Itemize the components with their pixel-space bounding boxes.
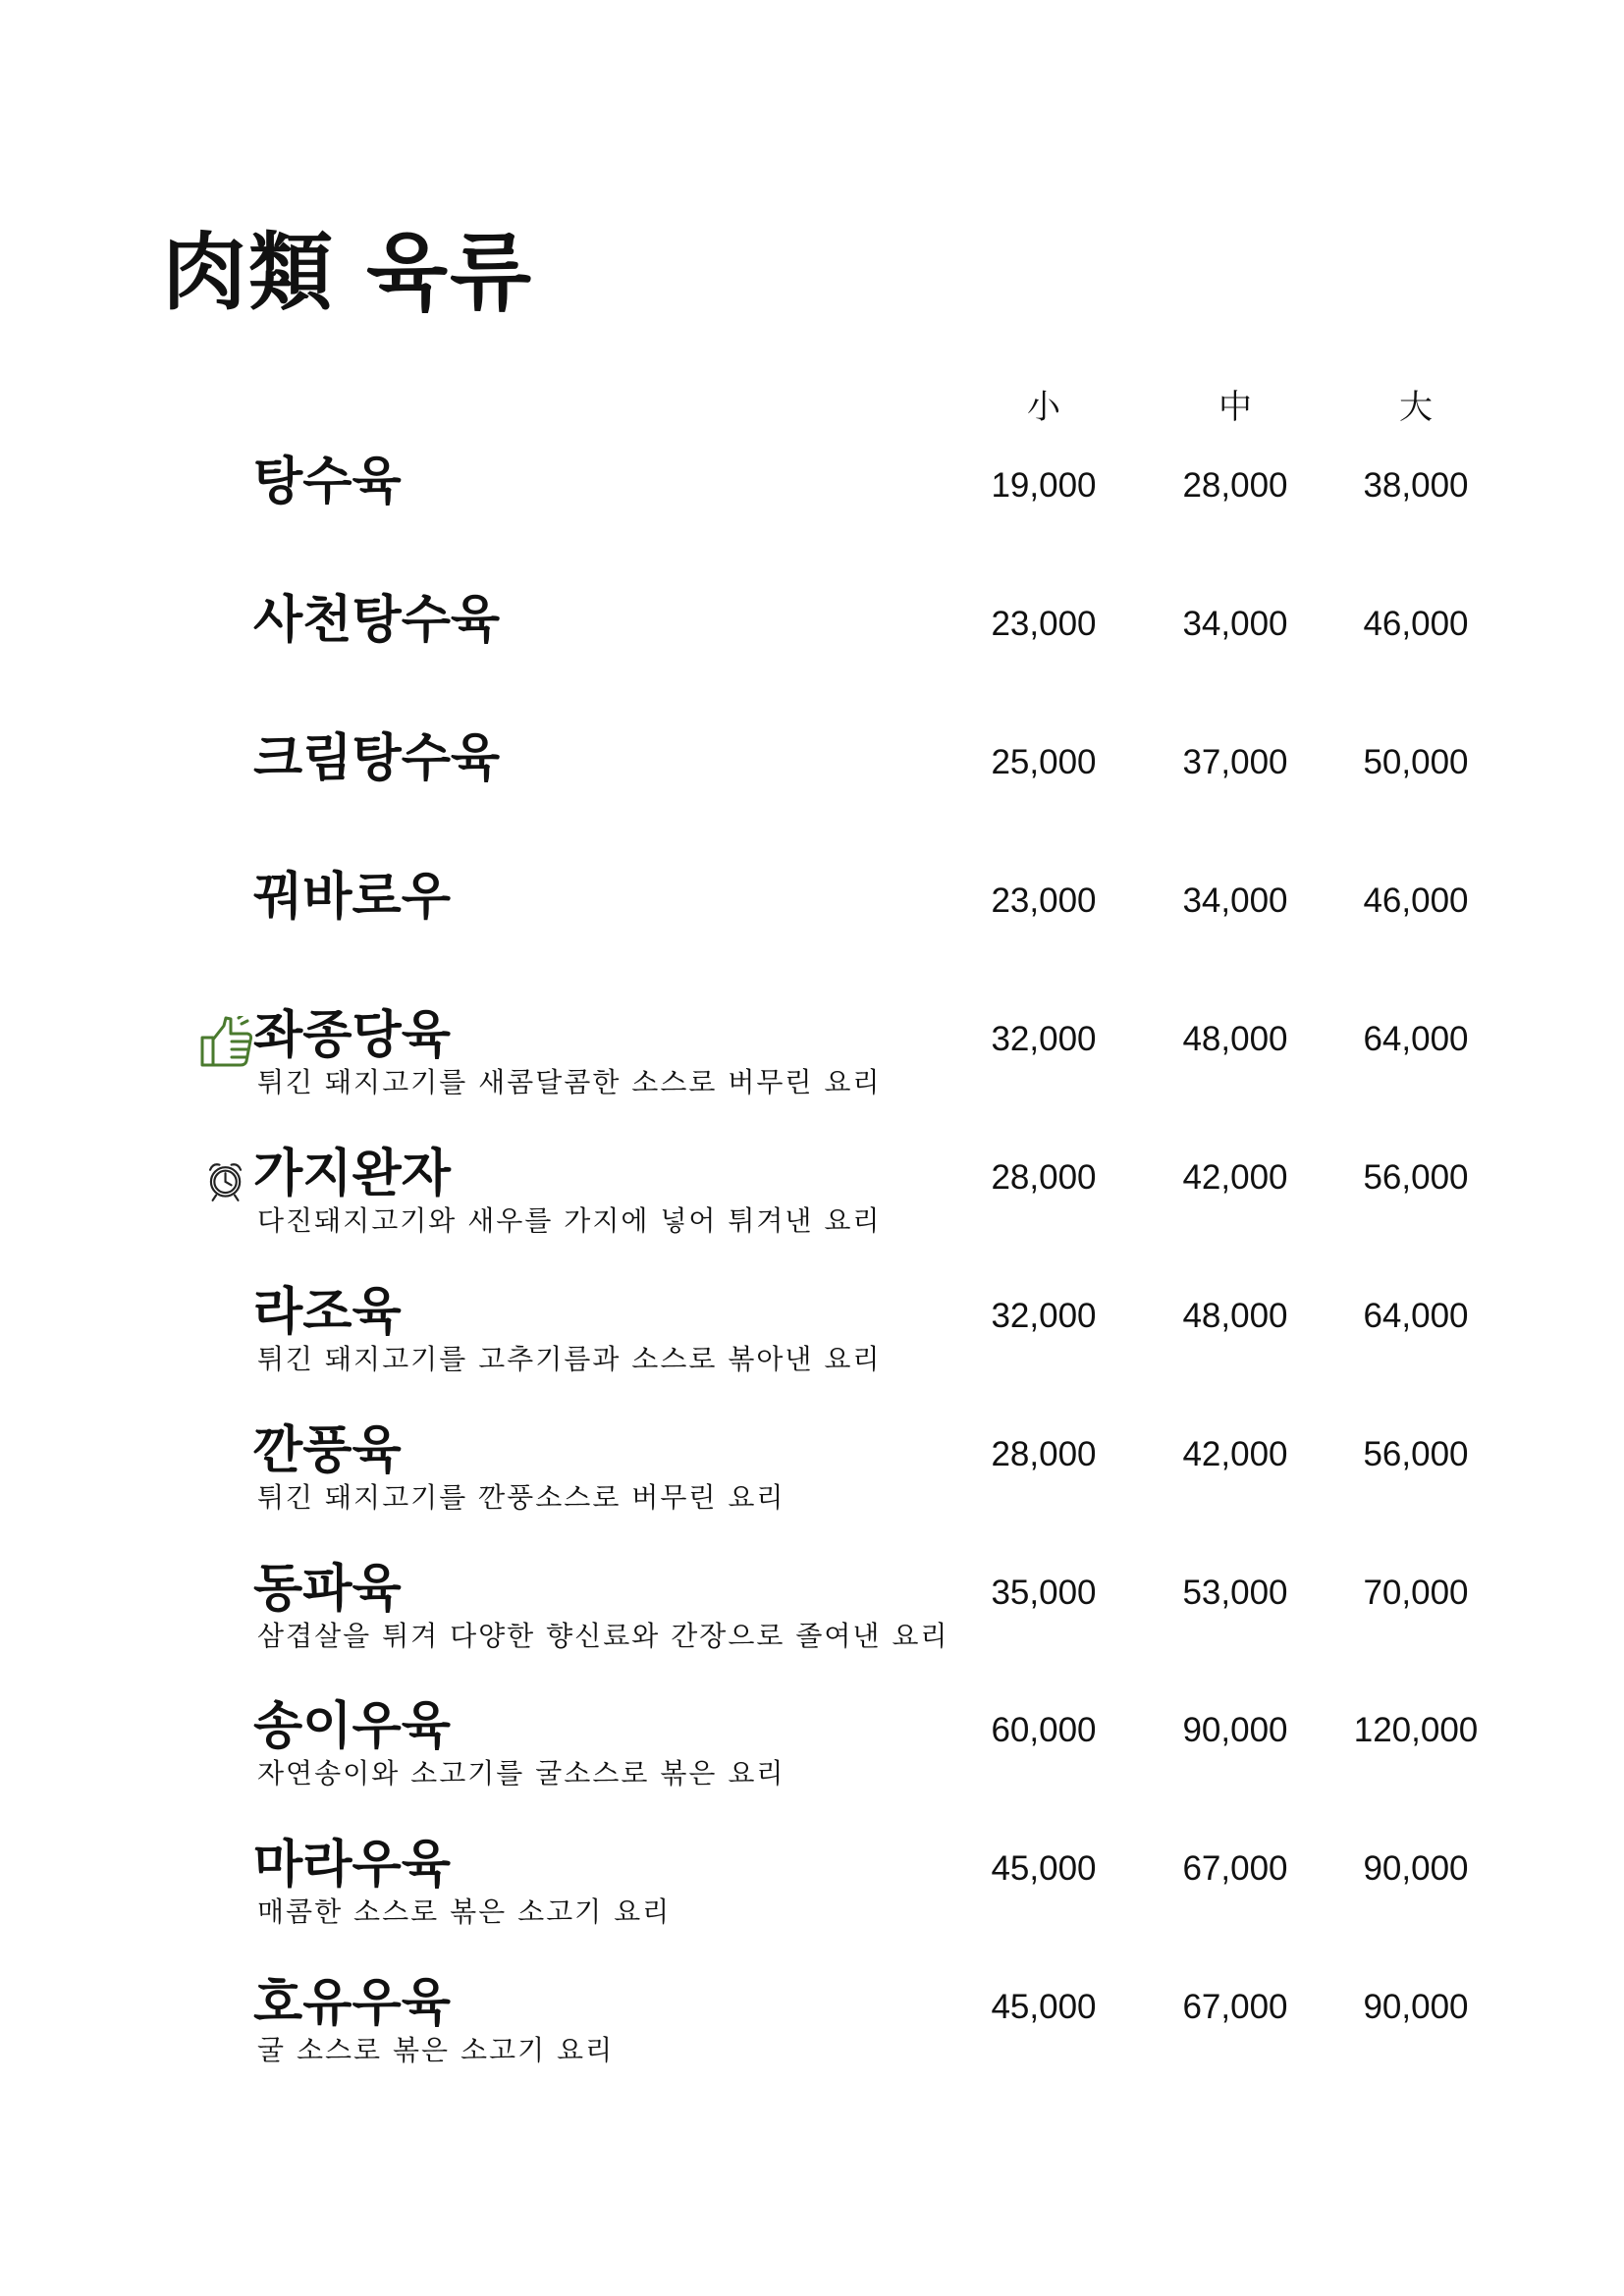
menu-item-description: 굴 소스로 볶은 소고기 요리 <box>257 2034 615 2066</box>
price-large: 90,000 <box>1363 1849 1469 1888</box>
menu-item <box>0 1144 1624 1266</box>
menu-item <box>0 1696 1624 1819</box>
price-small: 45,000 <box>991 1849 1097 1888</box>
price-small: 25,000 <box>991 743 1097 781</box>
price-large: 120,000 <box>1353 1711 1479 1749</box>
menu-item-name: 가지완자 <box>253 1144 451 1203</box>
price-large: 38,000 <box>1363 466 1469 505</box>
price-large: 50,000 <box>1363 743 1469 781</box>
price-large: 90,000 <box>1363 1988 1469 2026</box>
menu-item-name: 깐풍육 <box>253 1420 402 1480</box>
menu-item <box>0 590 1624 713</box>
price-large: 46,000 <box>1363 605 1469 643</box>
menu-item-name: 송이우육 <box>253 1696 451 1756</box>
menu-item <box>0 1005 1624 1128</box>
menu-item <box>0 1835 1624 1957</box>
price-large: 46,000 <box>1363 881 1469 920</box>
price-medium: 42,000 <box>1182 1435 1288 1473</box>
price-large: 70,000 <box>1363 1574 1469 1612</box>
price-small: 32,000 <box>991 1297 1097 1335</box>
menu-item-description: 튀긴 돼지고기를 고추기름과 소스로 볶아낸 요리 <box>257 1343 882 1375</box>
menu-item <box>0 1973 1624 2096</box>
price-medium: 28,000 <box>1182 466 1288 505</box>
price-small: 28,000 <box>991 1435 1097 1473</box>
menu-item-description: 삼겹살을 튀겨 다양한 향신료와 간장으로 졸여낸 요리 <box>257 1620 949 1652</box>
menu-item-description: 다진돼지고기와 새우를 가지에 넣어 튀겨낸 요리 <box>257 1204 882 1237</box>
menu-item <box>0 1559 1624 1682</box>
menu-item <box>0 867 1624 989</box>
price-medium: 37,000 <box>1182 743 1288 781</box>
menu-item-name: 마라우육 <box>253 1835 451 1895</box>
menu-item-name: 호유우육 <box>253 1973 451 2033</box>
size-header-large: 大 <box>1399 388 1433 427</box>
price-medium: 67,000 <box>1182 1988 1288 2026</box>
menu-item-name: 탕수육 <box>253 452 402 511</box>
price-large: 64,000 <box>1363 1020 1469 1058</box>
thumbs-up-icon <box>198 1016 255 1069</box>
menu-item-name: 동파육 <box>253 1559 402 1619</box>
price-medium: 48,000 <box>1182 1297 1288 1335</box>
menu-item-name: 라조육 <box>253 1282 402 1342</box>
price-small: 35,000 <box>991 1574 1097 1612</box>
menu-item-description: 자연송이와 소고기를 굴소스로 볶은 요리 <box>257 1757 785 1789</box>
menu-item <box>0 728 1624 851</box>
menu-item-name: 크림탕수육 <box>253 728 501 788</box>
menu-item-name: 좌종당육 <box>253 1005 451 1065</box>
price-medium: 67,000 <box>1182 1849 1288 1888</box>
menu-item-description: 매콤한 소스로 볶은 소고기 요리 <box>257 1896 672 1928</box>
price-large: 56,000 <box>1363 1158 1469 1197</box>
menu-item <box>0 1420 1624 1543</box>
price-medium: 53,000 <box>1182 1574 1288 1612</box>
size-header-medium: 中 <box>1218 388 1252 427</box>
menu-item-name: 사천탕수육 <box>253 590 501 650</box>
price-small: 23,000 <box>991 605 1097 643</box>
price-small: 60,000 <box>991 1711 1097 1749</box>
menu-item-description: 튀긴 돼지고기를 새콤달콤한 소스로 버무린 요리 <box>257 1066 882 1098</box>
menu-item-name: 꿔바로우 <box>253 867 451 927</box>
size-header-small: 小 <box>1027 388 1060 427</box>
price-small: 19,000 <box>991 466 1097 505</box>
menu-item-description: 튀긴 돼지고기를 깐풍소스로 버무린 요리 <box>257 1481 785 1514</box>
price-large: 64,000 <box>1363 1297 1469 1335</box>
price-medium: 48,000 <box>1182 1020 1288 1058</box>
menu-item <box>0 452 1624 574</box>
price-small: 23,000 <box>991 881 1097 920</box>
price-small: 45,000 <box>991 1988 1097 2026</box>
price-medium: 90,000 <box>1182 1711 1288 1749</box>
price-medium: 34,000 <box>1182 881 1288 920</box>
page-title: 肉類 육류 <box>162 223 534 322</box>
price-medium: 42,000 <box>1182 1158 1288 1197</box>
alarm-clock-icon <box>204 1154 253 1207</box>
menu-item <box>0 1282 1624 1405</box>
price-large: 56,000 <box>1363 1435 1469 1473</box>
price-small: 28,000 <box>991 1158 1097 1197</box>
price-medium: 34,000 <box>1182 605 1288 643</box>
price-small: 32,000 <box>991 1020 1097 1058</box>
